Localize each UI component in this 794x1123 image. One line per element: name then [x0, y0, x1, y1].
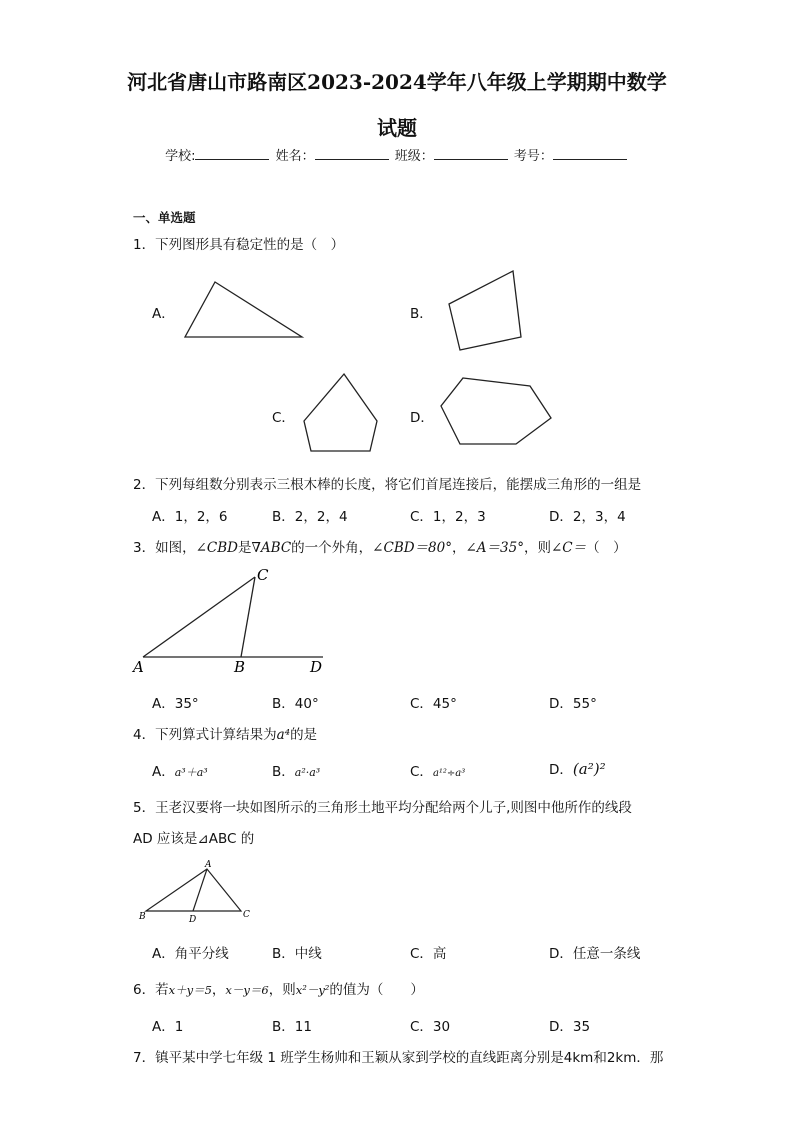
- school-label: 学校:: [165, 149, 196, 164]
- q5-label-b: B: [139, 912, 146, 922]
- q3-option-d: D．55°: [549, 696, 597, 712]
- question-1-stem: 1．下列图形具有稳定性的是（ ）: [133, 237, 345, 253]
- question-7-stem: 7．镇平某中学七年级 1 班学生杨帅和王颖从家到学校的直线距离分别是4km和2km．那: [133, 1050, 664, 1066]
- q4-option-a: A．a³＋a³: [152, 764, 208, 780]
- q5-label-a: A: [205, 860, 212, 870]
- q3-label-d: D: [310, 658, 323, 676]
- q5-label-c: C: [243, 910, 250, 920]
- question-2-stem: 2．下列每组数分别表示三根木棒的长度，将它们首尾连接后，能摆成三角形的一组是: [133, 477, 642, 493]
- q2-option-c: C．1，2，3: [410, 509, 486, 525]
- q1-option-b-label: B．: [410, 306, 433, 322]
- q5-segment-ad: [193, 869, 207, 911]
- q4-option-d: D．(a²)²: [549, 760, 606, 778]
- page-title-line2: 试题: [377, 116, 417, 140]
- page-title-line1: 河北省唐山市路南区2023-2024学年八年级上学期期中数学: [127, 70, 667, 94]
- q3-label-a: A: [133, 658, 144, 676]
- q6-option-d: D．35: [549, 1019, 591, 1035]
- q3-option-a: A．35°: [152, 696, 199, 712]
- q5-option-a: A．角平分线: [152, 946, 229, 962]
- q3-option-b: B．40°: [272, 696, 319, 712]
- q1-option-d-label: D．: [410, 410, 434, 426]
- q2-option-d: D．2，3，4: [549, 509, 626, 525]
- class-label: 班级：: [394, 149, 434, 164]
- name-label: 姓名：: [275, 149, 315, 164]
- q3-label-c: C: [257, 566, 269, 584]
- q5-label-d: D: [189, 915, 197, 925]
- q5-triangle-abc: [146, 869, 241, 911]
- q6-option-a: A．1: [152, 1019, 184, 1035]
- q3-label-b: B: [234, 658, 246, 676]
- question-6-stem: 6．若x＋y＝5，x－y＝6，则x²－y²的值为（ ）: [133, 982, 424, 998]
- question-4-stem: 4．下列算式计算结果为a⁴的是: [133, 727, 318, 743]
- question-5-stem-line2: AD 应该是⊿ABC 的: [133, 831, 255, 847]
- q1-option-a-label: A．: [152, 306, 175, 322]
- q1-option-c-label: C．: [272, 410, 295, 426]
- exam-no-label: 考号：: [513, 149, 553, 164]
- q6-option-c: C．30: [410, 1019, 451, 1035]
- q5-option-d: D．任意一条线: [549, 946, 641, 962]
- q6-option-b: B．11: [272, 1019, 312, 1035]
- q5-option-b: B．中线: [272, 946, 322, 962]
- q3-option-c: C．45°: [410, 696, 457, 712]
- q4-option-b: B．a²·a³: [272, 764, 321, 780]
- section-heading: 一、单选题: [133, 210, 196, 225]
- q2-option-a: A．1，2，6: [152, 509, 228, 525]
- q5-option-c: C．高: [410, 946, 447, 962]
- question-5-stem-line1: 5．王老汉要将一块如图所示的三角形土地平均分配给两个儿子,则图中他所作的线段: [133, 800, 632, 816]
- question-3-stem: 3．如图，∠CBD是∇ABC的一个外角，∠CBD＝80°，∠A＝35°，则∠C＝（ ）: [133, 540, 627, 556]
- q2-option-b: B．2，2，4: [272, 509, 348, 525]
- q4-option-c: C．a¹²÷a³: [410, 764, 466, 780]
